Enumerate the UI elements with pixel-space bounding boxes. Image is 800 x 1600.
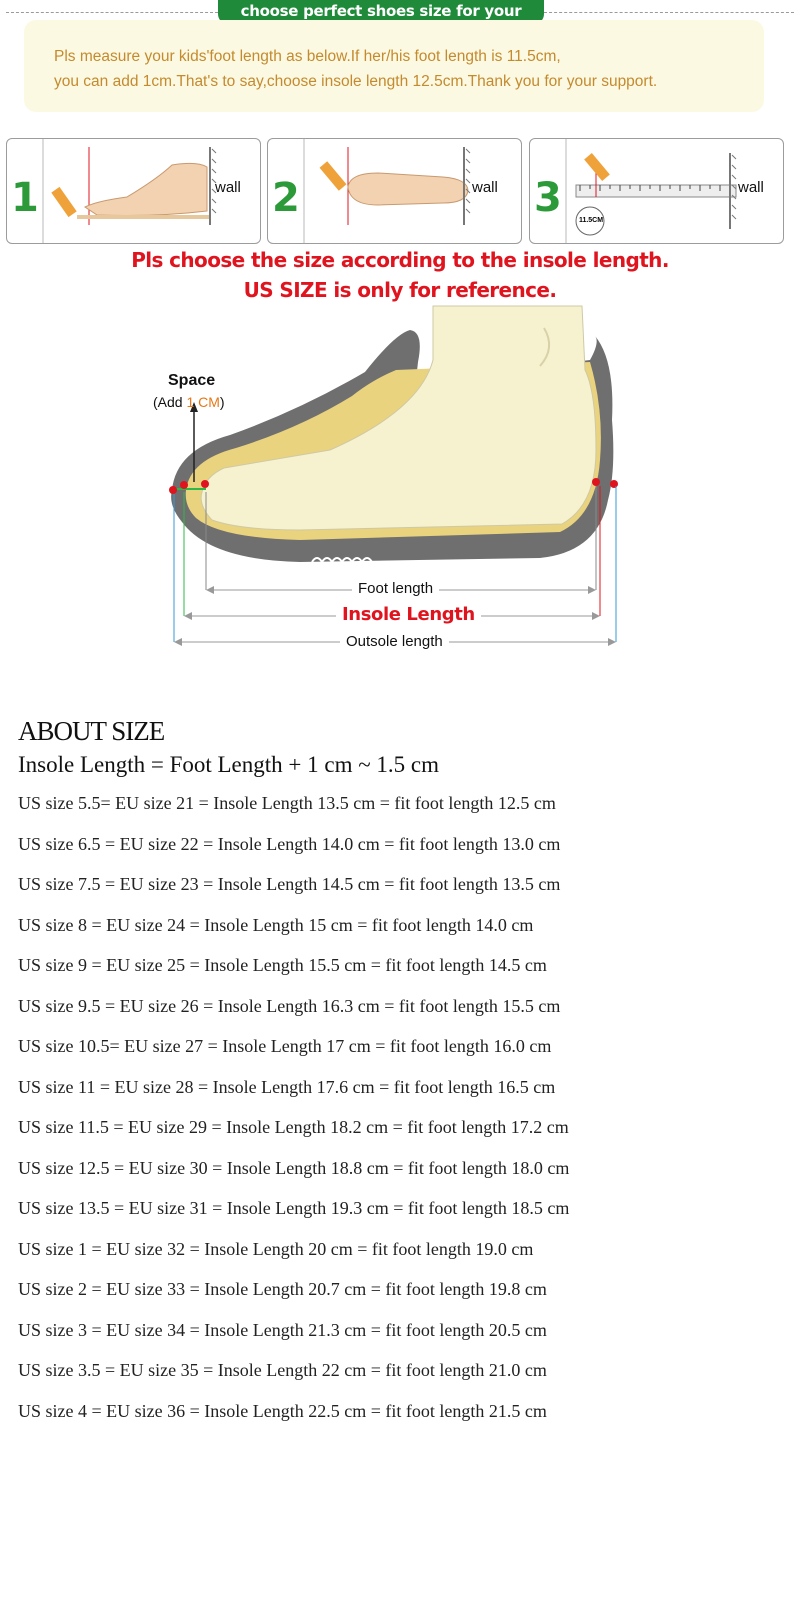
step-2-panel: [267, 138, 522, 244]
size-row: US size 8 = EU size 24 = Insole Length 15 cm = fit foot length 14.0 cm: [18, 914, 534, 935]
step-3-number: 3: [534, 175, 562, 221]
measure-note: [54, 44, 774, 94]
size-row: US size 11.5 = EU size 29 = Insole Length 18.2 cm = fit foot length 17.2 cm: [18, 1117, 569, 1137]
size-row: US size 7.5 = EU size 23 = Insole Length 14.5 cm = fit foot length 13.5 cm: [18, 874, 561, 894]
insole-length-label: Insole Length: [336, 604, 481, 625]
step-3-wall-label: wall: [738, 179, 764, 196]
size-row: US size 10.5= EU size 27 = Insole Length 17 cm = fit foot length 16.0 cm: [18, 1036, 552, 1056]
size-row: US size 5.5= EU size 21 = Insole Length 13.5 cm = fit foot length 12.5 cm: [18, 793, 556, 813]
size-row: US size 1 = EU size 32 = Insole Length 20 cm = fit foot length 19.0 cm: [18, 1238, 534, 1259]
size-row: US size 3 = EU size 34 = Insole Length 21.3 cm = fit foot length 20.5 cm: [18, 1319, 547, 1340]
instruction-us-size-note: US SIZE is only for reference.: [243, 278, 557, 302]
outsole-length-label: Outsole length: [340, 633, 449, 650]
size-row: US size 2 = EU size 33 = Insole Length 20.7 cm = fit foot length 19.8 cm: [18, 1279, 547, 1299]
size-formula: Insole Length = Foot Length + 1 cm ~ 1.5 cm: [18, 752, 440, 777]
step-1-panel: [6, 138, 261, 244]
space-title: Space: [168, 372, 216, 389]
size-row: US size 9 = EU size 25 = Insole Length 15.5 cm = fit foot length 14.5 cm: [18, 955, 547, 975]
step-2-number: 2: [272, 175, 300, 221]
step-3-measure-label: 11.5CM: [578, 217, 604, 224]
measure-note-line-2: you can add 1cm.That's to say,choose insole length 12.5cm.Thank you for your support.: [54, 73, 658, 90]
size-row: US size 4 = EU size 36 = Insole Length 22.5 cm = fit foot length 21.5 cm: [18, 1400, 547, 1421]
header-dashed-line-left: [6, 12, 218, 13]
measure-note-line-1: Pls measure your kids'foot length as below.If her/his foot length is 11.5cm,: [54, 48, 561, 65]
size-row: US size 12.5 = EU size 30 = Insole Length 18.8 cm = fit foot length 18.0 cm: [18, 1157, 570, 1178]
size-row: US size 3.5 = EU size 35 = Insole Length 22 cm = fit foot length 21.0 cm: [18, 1360, 547, 1380]
foot-length-label: Foot length: [352, 580, 439, 597]
header-dashed-line-right: [544, 12, 794, 13]
instruction-insole-note: Pls choose the size according to the insole length.: [131, 248, 669, 272]
step-1-number: 1: [11, 175, 39, 221]
size-row: US size 13.5 = EU size 31 = Insole Length 19.3 cm = fit foot length 18.5 cm: [18, 1198, 570, 1218]
step-3-panel: [529, 138, 784, 244]
step-1-wall-label: wall: [215, 179, 241, 196]
space-subtitle: [153, 394, 225, 410]
header-banner: choose perfect shoes size for your: [218, 0, 544, 24]
space-subtitle-suffix: ): [219, 394, 225, 410]
size-row: US size 6.5 = EU size 22 = Insole Length 14.0 cm = fit foot length 13.0 cm: [18, 833, 561, 854]
step-2-wall-label: wall: [472, 179, 498, 196]
about-size-title: ABOUT SIZE: [18, 716, 165, 746]
size-chart-list: [18, 790, 569, 1438]
size-row: US size 11 = EU size 28 = Insole Length 17.6 cm = fit foot length 16.5 cm: [18, 1076, 556, 1097]
space-subtitle-highlight: 1 CM: [186, 394, 220, 410]
size-row: US size 9.5 = EU size 26 = Insole Length 16.3 cm = fit foot length 15.5 cm: [18, 995, 561, 1016]
space-subtitle-prefix: (Add: [153, 394, 187, 410]
